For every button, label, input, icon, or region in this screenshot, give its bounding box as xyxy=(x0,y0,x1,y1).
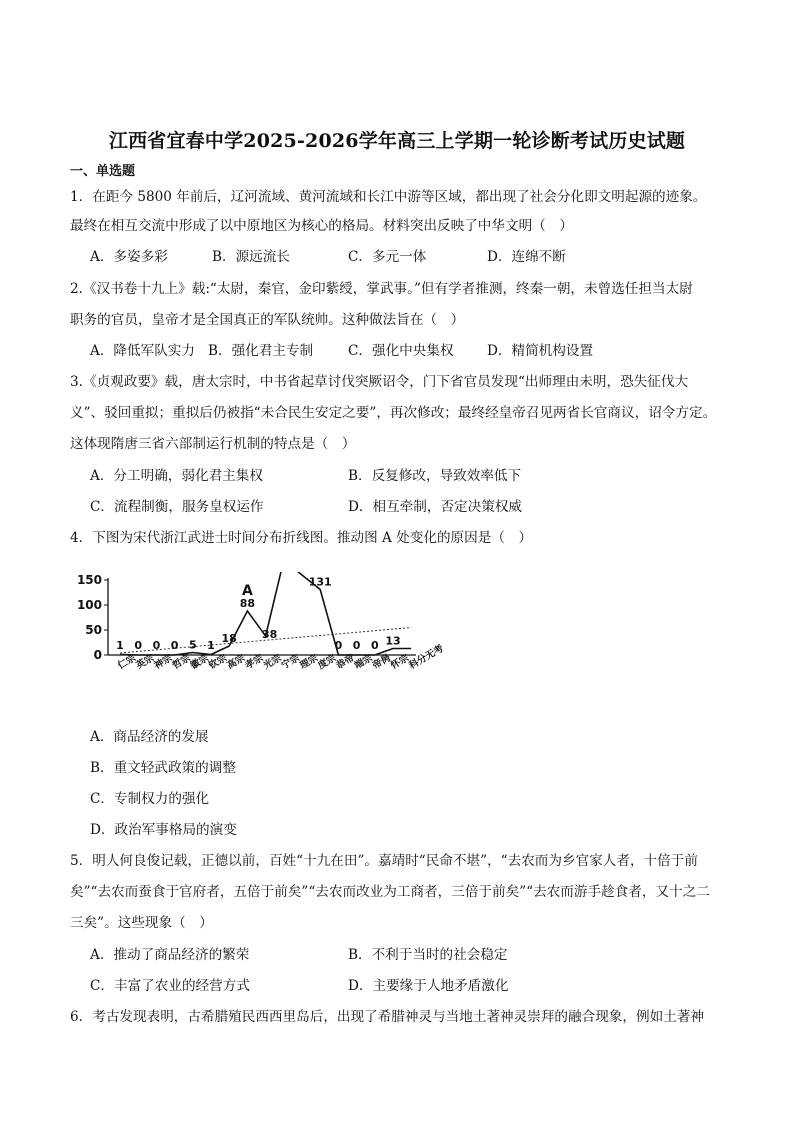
question-4-option-d[interactable]: D．政治军事格局的演变 xyxy=(90,822,237,838)
section-heading: 一、单选题 xyxy=(70,164,136,179)
x-tick-label: 端宗 xyxy=(352,652,375,672)
question-3-option-c[interactable]: C．流程制衡，服务皇权运作 xyxy=(90,499,264,515)
question-3-line-1: 3.《贞观政要》载，唐太宗时，中书省起草讨伐突厥诏令，门下省官员发现“出师理由未明，恐失征伐大 xyxy=(70,374,689,390)
question-2-line-2: 职务的官员，皇帝才是全国真正的军队统帅。这种做法旨在（ ） xyxy=(70,312,465,328)
x-tick-label: 神宗 xyxy=(152,652,175,672)
question-4-line-1: 4．下图为宋代浙江武进士时间分布折线图。推动图 A 处变化的原因是（ ） xyxy=(70,530,533,546)
data-label: 0 xyxy=(152,639,161,652)
x-tick-label: 高宗 xyxy=(225,652,248,672)
data-label: 1 xyxy=(116,639,124,652)
question-2-option-b[interactable]: B．强化君主专制 xyxy=(208,343,314,359)
question-3-line-2: 义”、驳回重拟；重拟后仍被指“未合民生安定之要”，再次修改；最终经皇帝召见两省长官商议，诏令方定。 xyxy=(70,405,717,421)
question-2-option-d[interactable]: D．精简机构设置 xyxy=(487,343,594,359)
data-label: 131 xyxy=(308,575,332,589)
y-tick-label: 0 xyxy=(93,648,102,662)
question-1-option-c[interactable]: C．多元一体 xyxy=(348,249,427,265)
x-tick-label: 徽宗 xyxy=(188,652,211,672)
document-title: 江西省宜春中学2025-2026学年高三上学期一轮诊断考试历史试题 xyxy=(108,130,686,152)
question-3-line-3: 这体现隋唐三省六部制运行机制的特点是（ ） xyxy=(70,436,356,452)
data-label: 0 xyxy=(170,639,179,652)
x-tick-label: 仁宗 xyxy=(116,652,138,672)
question-1-option-d[interactable]: D．连绵不断 xyxy=(487,249,566,265)
question-3-option-a[interactable]: A．分工明确，弱化君主集权 xyxy=(90,468,263,484)
question-4-option-b[interactable]: B．重文轻武政策的调整 xyxy=(90,760,236,776)
data-label: 18 xyxy=(221,632,237,645)
jinshi-line-chart xyxy=(76,572,446,712)
y-tick-label: 50 xyxy=(85,623,102,637)
data-label: 38 xyxy=(261,628,278,641)
y-tick-label: 100 xyxy=(76,598,102,612)
question-1-option-a[interactable]: A．多姿多彩 xyxy=(90,249,168,265)
question-5-option-a[interactable]: A．推动了商品经济的繁荣 xyxy=(90,947,250,963)
question-5-option-d[interactable]: D．主要缘于人地矛盾激化 xyxy=(348,978,509,994)
question-1-line-1: 1．在距今 5800 年前后，辽河流域、黄河流域和长江中游等区域，都出现了社会分化即文明起源的迹象。 xyxy=(70,189,707,205)
question-2-line-1: 2.《汉书卷十九上》载:“太尉，秦官，金印紫绶，掌武事。”但有学者推测，终秦一朝，未曾选任担当太尉 xyxy=(70,281,693,297)
data-label: 88 xyxy=(239,597,256,610)
x-tick-label: 帝昺 xyxy=(370,652,393,672)
data-label: 13 xyxy=(385,634,401,648)
question-6-line-1: 6．考古发现表明，古希腊殖民西西里岛后，出现了希腊神灵与当地土著神灵崇拜的融合现象，例如土著神 xyxy=(70,1009,704,1025)
question-3-option-d[interactable]: D．相互牵制，否定决策权威 xyxy=(348,499,523,515)
question-4-option-a[interactable]: A．商品经济的发展 xyxy=(90,729,209,745)
annotation-label: A xyxy=(241,583,253,599)
x-tick-label: 宁宗 xyxy=(279,652,302,672)
x-tick-label: 度宗 xyxy=(316,652,339,672)
y-tick-label: 150 xyxy=(76,573,102,587)
x-tick-label: 钦宗 xyxy=(207,652,229,672)
x-tick-label: 科分无考 xyxy=(407,643,446,672)
question-5-line-1: 5．明人何良俊记载，正德以前，百姓“十九在田”。嘉靖时“民命不堪”，“去农而为乡官家人者，十倍于前 xyxy=(70,853,698,869)
x-tick-label: 光宗 xyxy=(261,652,284,672)
question-4-option-c[interactable]: C．专制权力的强化 xyxy=(90,791,210,807)
question-5-option-b[interactable]: B．不利于当时的社会稳定 xyxy=(348,947,508,963)
x-tick-label: 怀宗 xyxy=(389,652,411,672)
data-label: 0 xyxy=(352,639,361,652)
question-1-line-2: 最终在相互交流中形成了以中原地区为核心的格局。材料突出反映了中华文明（ ） xyxy=(70,218,573,234)
data-label: 5 xyxy=(188,638,197,652)
x-tick-label: 理宗 xyxy=(298,652,320,672)
question-3-option-b[interactable]: B．反复修改，导致效率低下 xyxy=(348,468,522,484)
x-tick-label: 英宗 xyxy=(134,652,157,672)
question-5-option-c[interactable]: C．丰富了农业的经营方式 xyxy=(90,978,250,994)
question-2-option-c[interactable]: C．强化中央集权 xyxy=(348,343,454,359)
question-1-option-b[interactable]: B．源远流长 xyxy=(212,249,290,265)
question-5-line-3: 三矣”。这些现象（ ） xyxy=(70,915,213,931)
question-2-option-a[interactable]: A．降低军队实力 xyxy=(90,343,195,359)
x-tick-label: 孝宗 xyxy=(243,652,266,672)
data-label: 0 xyxy=(334,639,343,652)
data-label: 0 xyxy=(134,639,143,652)
x-tick-label: 恭帝 xyxy=(334,652,357,672)
data-label: 0 xyxy=(370,639,379,652)
data-label: 1 xyxy=(207,639,215,652)
question-5-line-2: 矣”“去农而蚕食于官府者，五倍于前矣”“去农而改业为工商者，三倍于前矣”“去农而游手趁食者，又十之二 xyxy=(70,884,710,900)
x-tick-label: 哲宗 xyxy=(170,652,193,672)
